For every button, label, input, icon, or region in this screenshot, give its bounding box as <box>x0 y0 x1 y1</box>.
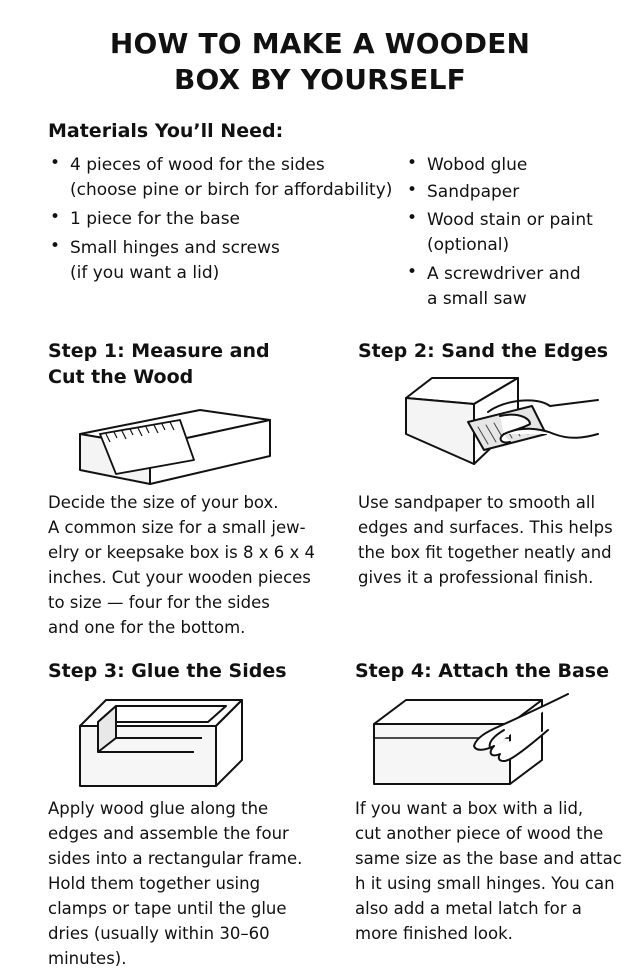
wood-board-ruler-illustration <box>76 398 276 490</box>
bullet-dot: • <box>50 153 61 173</box>
step-1-heading-line-2: Cut the Wood <box>48 366 194 388</box>
step-3-line-5: clamps or tape until the glue <box>48 899 287 918</box>
materials-left-item-1-line-1: 4 pieces of wood for the sides <box>70 155 325 175</box>
step-2-heading: Step 2: Sand the Edges <box>358 340 609 362</box>
materials-right-item-4-line-1: A screwdriver and <box>427 264 581 284</box>
step-2-line-4: gives it a professional finish. <box>358 568 594 587</box>
step-1-line-2: A common size for a small jew- <box>48 518 306 537</box>
materials-left-item-3-line-1: Small hinges and screws <box>70 238 280 258</box>
step-1-line-3: elry or keepsake box is 8 x 6 x 4 <box>48 543 315 562</box>
step-1-line-6: and one for the bottom. <box>48 618 246 637</box>
glued-frame-illustration <box>76 694 252 790</box>
step-4-line-4: h it using small hinges. You can <box>355 874 615 893</box>
page-title-line-2: BOX BY YOURSELF <box>174 63 466 96</box>
step-2-line-2: edges and surfaces. This helps <box>358 518 613 537</box>
step-4-heading: Step 4: Attach the Base <box>355 660 610 682</box>
step-3-line-7: minutes). <box>48 949 127 968</box>
step-1-heading-line-1: Step 1: Measure and <box>48 340 270 362</box>
step-4-line-5: also add a metal latch for a <box>355 899 582 918</box>
sanding-hand-illustration <box>400 372 604 468</box>
step-3-line-4: Hold them together using <box>48 874 261 893</box>
step-1-line-1: Decide the size of your box. <box>48 493 279 512</box>
materials-right-item-1: Wobod glue <box>427 155 528 175</box>
step-4-line-3: same size as the base and attac <box>355 849 622 868</box>
bullet-dot: • <box>50 207 61 227</box>
materials-left-item-1-line-2: (choose pine or birch for affordability) <box>70 180 393 200</box>
step-2-line-1: Use sandpaper to smooth all <box>358 493 596 512</box>
bullet-dot: • <box>407 153 418 173</box>
bullet-dot: • <box>407 180 418 200</box>
step-4-line-6: more finished look. <box>355 924 513 943</box>
materials-right-item-4-line-2: a small saw <box>427 289 527 309</box>
materials-left-item-3-line-2: (if you want a lid) <box>70 263 220 283</box>
materials-heading: Materials You’ll Need: <box>48 120 284 142</box>
materials-right-item-3-line-2: (optional) <box>427 235 510 255</box>
materials-right-item-3-line-1: Wood stain or paint <box>427 210 593 230</box>
bullet-dot: • <box>407 262 418 282</box>
step-1-line-5: to size — four for the sides <box>48 593 270 612</box>
step-3-line-6: dries (usually within 30–60 <box>48 924 270 943</box>
step-4-line-1: If you want a box with a lid, <box>355 799 584 818</box>
bullet-dot: • <box>50 236 61 256</box>
step-1-line-4: inches. Cut your wooden pieces <box>48 568 311 587</box>
step-3-line-1: Apply wood glue along the <box>48 799 269 818</box>
bullet-dot: • <box>407 208 418 228</box>
step-3-line-2: edges and assemble the four <box>48 824 289 843</box>
page-title-line-1: HOW TO MAKE A WOODEN <box>109 27 531 60</box>
step-4-line-2: cut another piece of wood the <box>355 824 604 843</box>
materials-left-item-2: 1 piece for the base <box>70 209 241 229</box>
step-2-line-3: the box fit together neatly and <box>358 543 612 562</box>
attach-base-hand-illustration <box>372 690 572 790</box>
step-3-line-3: sides into a rectangular frame. <box>48 849 303 868</box>
materials-right-item-2: Sandpaper <box>427 182 520 202</box>
step-3-heading: Step 3: Glue the Sides <box>48 660 287 682</box>
